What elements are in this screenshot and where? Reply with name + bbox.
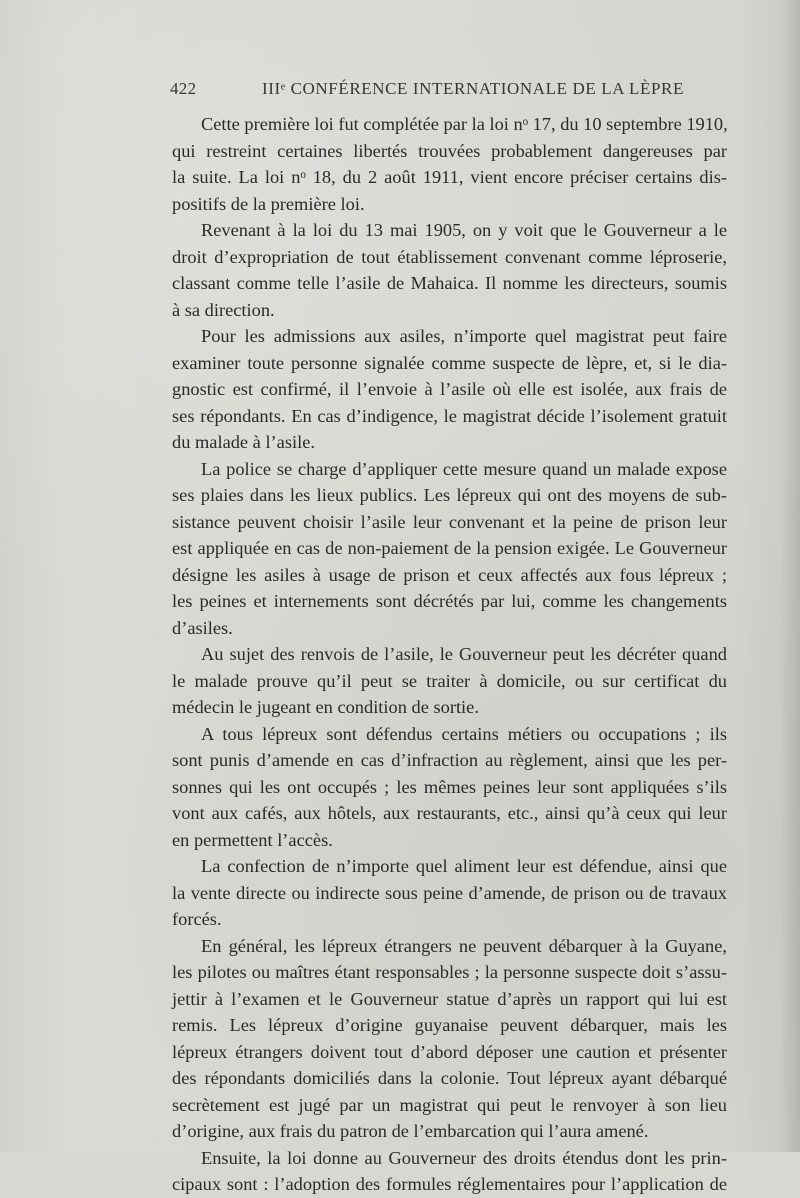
- text-line: du malade à l’asile.: [172, 432, 315, 452]
- text-line: ses répondants. En cas d’indigence, le magistrat décide l’isolement gratuit: [172, 405, 727, 426]
- text-line: forcés.: [172, 909, 222, 929]
- text-line: à sa direction.: [172, 299, 275, 320]
- text-line: la suite. La loi nᵒ 18, du 2 août 1911, vient encore préciser certains dis-: [172, 167, 727, 187]
- running-title: IIIᵉ CONFÉRENCE INTERNATIONALE DE LA LÈPRE: [262, 79, 684, 98]
- text-line: lépreux étrangers doivent tout d’abord déposer une caution et présenter: [172, 1041, 727, 1062]
- text-line: les pilotes ou maîtres étant responsables ; la personne suspecte doit s’assu-: [172, 962, 727, 982]
- text-line: médecin le jugeant en condition de sortie.: [172, 697, 479, 717]
- text-line: la vente directe ou indirecte sous peine d’amende, de prison ou de travaux: [172, 882, 727, 903]
- text-line: d’asiles.: [172, 617, 233, 638]
- text-line: La confection de n’importe quel aliment leur est défendue, ainsi que: [201, 856, 727, 876]
- text-line: gnostic est confirmé, il l’envoie à l’asile où elle est isolée, aux frais de: [172, 379, 727, 399]
- text-line: La police se charge d’appliquer cette mesure quand un malade expose: [201, 458, 727, 479]
- text-line: Revenant à la loi du 13 mai 1905, on y voit que le Gouverneur a le: [201, 220, 727, 240]
- text-line: jettir à l’examen et le Gouverneur statue d’après un rapport qui lui est: [172, 988, 727, 1009]
- text-line: A tous lépreux sont défendus certains métiers ou occupations ; ils: [201, 723, 727, 744]
- text-line: examiner toute personne signalée comme suspecte de lèpre, et, si le dia-: [172, 352, 727, 373]
- text-line: positifs de la première loi.: [172, 193, 365, 214]
- page-number: 422: [170, 79, 197, 98]
- text-line: cipaux sont : l’adoption des formules réglementaires pour l’application de: [172, 1174, 727, 1194]
- text-line: Au sujet des renvois de l’asile, le Gouverneur peut les décréter quand: [201, 644, 727, 664]
- text-line: sistance peuvent choisir l’asile leur convenant et la peine de prison leur: [172, 511, 727, 532]
- text-line: Cette première loi fut complétée par la loi nᵒ 17, du 10 septembre 1910,: [201, 114, 728, 134]
- text-line: Pour les admissions aux asiles, n’importe quel magistrat peut faire: [201, 326, 727, 346]
- body-text: [172, 111, 727, 1198]
- text-line: vont aux cafés, aux hôtels, aux restaurants, etc., ainsi qu’à ceux qui leur: [172, 803, 727, 823]
- text-line: d’origine, aux frais du patron de l’embarcation qui l’aura amené.: [172, 1121, 649, 1141]
- text-line: En général, les lépreux étrangers ne peuvent débarquer à la Guyane,: [201, 935, 727, 956]
- text-line: qui restreint certaines libertés trouvées probablement dangereuses par: [172, 140, 727, 161]
- text-line: secrètement est jugé par un magistrat qui peut le renvoyer à son lieu: [172, 1094, 727, 1115]
- text-line: est appliquée en cas de non-paiement de la pension exigée. Le Gouverneur: [172, 538, 727, 558]
- text-line: ses plaies dans les lieux publics. Les lépreux qui ont des moyens de sub-: [172, 485, 727, 505]
- text-line: remis. Les lépreux d’origine guyanaise peuvent débarquer, mais les: [172, 1015, 727, 1035]
- page-edge-shadow: [780, 0, 800, 1152]
- text-line: sont punis d’amende en cas d’infraction au règlement, ainsi que les per-: [172, 750, 727, 770]
- text-line: en permettent l’accès.: [172, 829, 333, 850]
- text-line: les peines et internements sont décrétés par lui, comme les changements: [172, 591, 727, 611]
- text-line: droit d’expropriation de tout établissement convenant comme léproserie,: [172, 246, 727, 267]
- text-line: sonnes qui les ont occupés ; les mêmes peines leur sont appliquées s’ils: [172, 776, 727, 797]
- text-line: classant comme telle l’asile de Mahaica. Il nomme les directeurs, soumis: [172, 273, 727, 293]
- text-line: Ensuite, la loi donne au Gouverneur des droits étendus dont les prin-: [201, 1147, 727, 1168]
- text-line: désigne les asiles à usage de prison et ceux affectés aux fous lépreux ;: [172, 564, 727, 585]
- text-line: des répondants domiciliés dans la colonie. Tout lépreux ayant débarqué: [172, 1068, 727, 1088]
- text-line: le malade prouve qu’il peut se traiter à domicile, ou sur certificat du: [172, 670, 727, 691]
- running-header: [170, 79, 730, 103]
